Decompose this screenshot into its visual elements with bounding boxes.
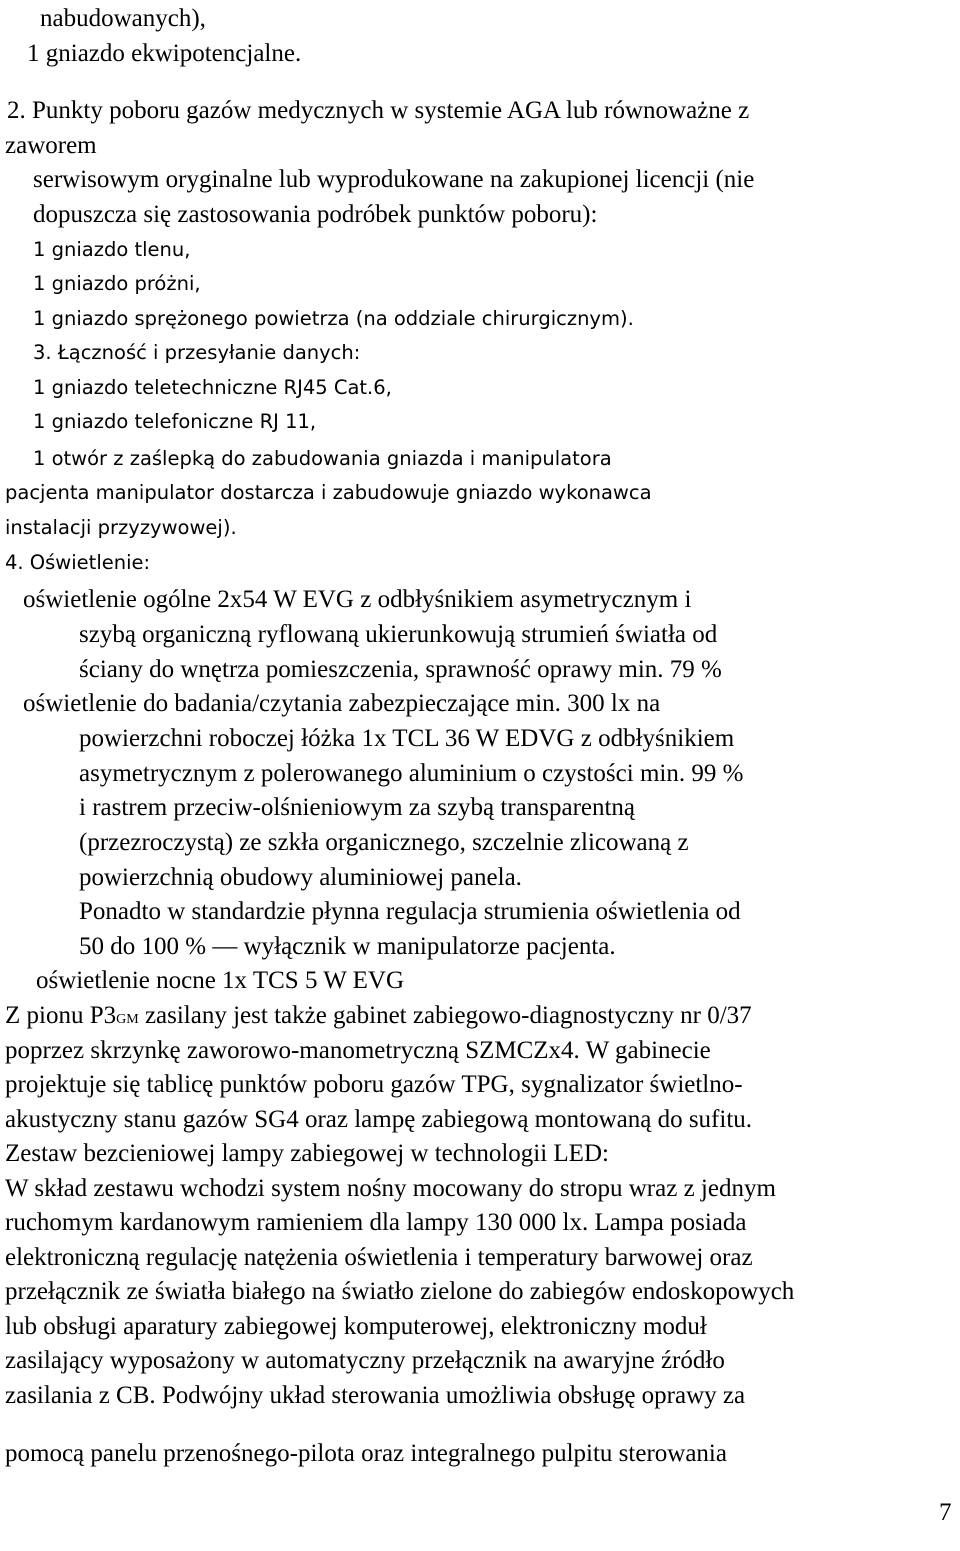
text-line: 1 gniazdo ekwipotencjalne. [27, 40, 302, 67]
text-line: przełącznik ze światła białego na światło zielone do zabiegów endoskopowych [5, 1278, 795, 1305]
text-line: i rastrem przeciw-olśnieniowym za szybą transparentną [79, 794, 636, 821]
text-line: zasilający wyposażony w automatyczny przełącznik na awaryjne źródło [5, 1347, 725, 1374]
text-line: 1 gniazdo teletechniczne RJ45 Cat.6, [33, 376, 392, 399]
text-line: nabudowanych), [40, 5, 206, 32]
page-number: 7 [939, 1499, 952, 1526]
text-line: Zestaw bezcieniowej lampy zabiegowej w technologii LED: [5, 1140, 609, 1167]
text-line: 1 gniazdo sprężonego powietrza (na oddziale chirurgicznym). [33, 307, 634, 330]
text-line: poprzez skrzynkę zaworowo-manometryczną SZMCZx4. W gabinecie [5, 1037, 711, 1064]
text-line: szybą organiczną ryflowaną ukierunkowują strumień światła od [79, 621, 718, 648]
text-line: powierzchni roboczej łóżka 1x TCL 36 W EDVG z odbłyśnikiem [79, 725, 735, 752]
text-line: 1 gniazdo tlenu, [33, 238, 191, 261]
text-line: pomocą panelu przenośnego-pilota oraz integralnego pulpitu sterowania [5, 1440, 727, 1467]
text-line: serwisowym oryginalne lub wyprodukowane na zakupionej licencji (nie [33, 166, 755, 193]
text-line: ruchomym kardanowym ramieniem dla lampy 130 000 lx. Lampa posiada [5, 1209, 747, 1236]
text-line: oświetlenie ogólne 2x54 W EVG z odbłyśnikiem asymetrycznym i [23, 586, 692, 613]
pion-line [5, 1003, 752, 1028]
text-line: zaworem [5, 132, 97, 159]
text-line: instalacji przyzywowej). [5, 516, 237, 539]
section-heading-gas-points: 2. Punkty poboru gazów medycznych w systemie AGA lub równoważne z [7, 97, 750, 124]
text-line: zasilania z CB. Podwójny układ sterowania umożliwia obsługę oprawy za [5, 1382, 746, 1409]
text-line: ściany do wnętrza pomieszczenia, sprawność oprawy min. 79 % [79, 656, 722, 683]
pion-line-prefix: Z pionu P3 [5, 1002, 117, 1029]
section-heading-lighting: 4. Oświetlenie: [5, 551, 151, 574]
text-line: elektroniczną regulację natężenia oświetlenia i temperatury barwowej oraz [5, 1244, 753, 1271]
text-line: 1 gniazdo próżni, [33, 272, 201, 295]
text-line: W skład zestawu wchodzi system nośny mocowany do stropu wraz z jednym [5, 1175, 776, 1202]
pion-line-subscript: GM [116, 1012, 139, 1027]
text-line: oświetlenie do badania/czytania zabezpieczające min. 300 lx na [23, 690, 661, 717]
text-line: asymetrycznym z polerowanego aluminium o czystości min. 99 % [79, 760, 744, 787]
text-line: dopuszcza się zastosowania podróbek punktów poboru): [33, 201, 598, 228]
text-line: oświetlenie nocne 1x TCS 5 W EVG [36, 967, 405, 994]
text-line: Ponadto w standardzie płynna regulacja strumienia oświetlenia od [79, 898, 741, 925]
text-line: lub obsługi aparatury zabiegowej komputerowej, elektroniczny moduł [5, 1313, 707, 1340]
text-line: 1 gniazdo telefoniczne RJ 11, [33, 410, 317, 433]
section-heading-communication: 3. Łączność i przesyłanie danych: [33, 341, 361, 364]
text-line: pacjenta manipulator dostarcza i zabudowuje gniazdo wykonawca [5, 481, 652, 504]
text-line: 1 otwór z zaślepką do zabudowania gniazda i manipulatora [33, 447, 612, 470]
text-line: 50 do 100 % — wyłącznik w manipulatorze pacjenta. [79, 933, 616, 960]
text-line: projektuje się tablicę punktów poboru gazów TPG, sygnalizator świetlno- [5, 1071, 743, 1098]
text-line: powierzchnią obudowy aluminiowej panela. [79, 864, 522, 891]
text-line: akustyczny stanu gazów SG4 oraz lampę zabiegową montowaną do sufitu. [5, 1106, 753, 1133]
pion-line-suffix: zasilany jest także gabinet zabiegowo-diagnostyczny nr 0/37 [138, 1002, 752, 1029]
text-line: (przezroczystą) ze szkła organicznego, szczelnie zlicowaną z [79, 829, 689, 856]
